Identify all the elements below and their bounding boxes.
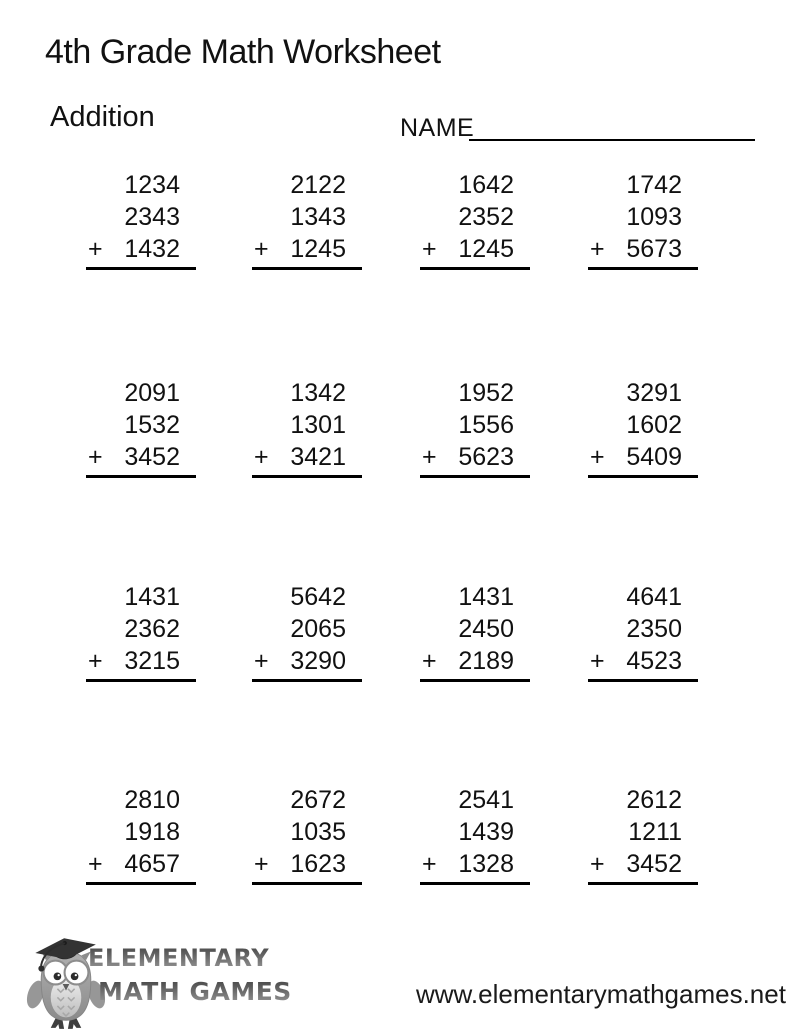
addend-1: 1952 — [458, 379, 514, 407]
answer-line — [252, 679, 362, 682]
answer-line — [420, 267, 530, 270]
addend-3: 1432 — [124, 235, 180, 263]
plus-operator: + — [254, 647, 269, 675]
addend-3-row — [420, 645, 530, 677]
addition-problem — [588, 581, 698, 682]
addend-1: 1342 — [290, 379, 346, 407]
page-title: 4th Grade Math Worksheet — [45, 33, 441, 71]
plus-operator: + — [590, 443, 605, 471]
addend-3-row — [588, 645, 698, 677]
addition-problem — [420, 784, 530, 885]
addend-3-row — [420, 848, 530, 880]
addend-3: 3452 — [626, 850, 682, 878]
worksheet-topic: Addition — [50, 101, 155, 133]
addend-3-row — [86, 848, 196, 880]
answer-line — [588, 882, 698, 885]
answer-line — [588, 267, 698, 270]
addition-problem — [252, 581, 362, 682]
answer-line — [86, 475, 196, 478]
addend-3-row — [86, 441, 196, 473]
addend-1: 1431 — [124, 583, 180, 611]
answer-line — [588, 475, 698, 478]
addition-problem — [588, 169, 698, 270]
addend-2: 1093 — [626, 203, 682, 231]
addend-3: 5409 — [626, 443, 682, 471]
addition-problem — [86, 784, 196, 885]
addend-3-row — [588, 848, 698, 880]
plus-operator: + — [88, 647, 103, 675]
answer-line — [252, 267, 362, 270]
addend-2: 2350 — [626, 615, 682, 643]
website-url: www.elementarymathgames.net — [416, 979, 786, 1009]
answer-line — [86, 267, 196, 270]
answer-line — [252, 475, 362, 478]
plus-operator: + — [590, 647, 605, 675]
addend-1: 2612 — [626, 786, 682, 814]
addend-3: 1245 — [290, 235, 346, 263]
name-blank-line — [469, 139, 755, 141]
answer-line — [420, 475, 530, 478]
addition-problem — [588, 784, 698, 885]
logo-wordmark — [88, 941, 292, 1009]
addend-3-row — [420, 233, 530, 265]
addend-1: 1642 — [458, 171, 514, 199]
addend-3: 5673 — [626, 235, 682, 263]
plus-operator: + — [88, 443, 103, 471]
addend-3: 3421 — [290, 443, 346, 471]
answer-line — [588, 679, 698, 682]
plus-operator: + — [422, 647, 437, 675]
addend-1: 3291 — [626, 379, 682, 407]
addend-2: 2352 — [458, 203, 514, 231]
plus-operator: + — [88, 850, 103, 878]
addend-2: 2450 — [458, 615, 514, 643]
addition-problem — [588, 377, 698, 478]
addend-1: 2541 — [458, 786, 514, 814]
addend-3-row — [588, 441, 698, 473]
addend-3: 1245 — [458, 235, 514, 263]
addend-1: 1742 — [626, 171, 682, 199]
addend-3: 4657 — [124, 850, 180, 878]
addition-problem — [420, 581, 530, 682]
addend-2: 1532 — [124, 411, 180, 439]
addend-3: 3215 — [124, 647, 180, 675]
addition-problem — [86, 581, 196, 682]
addend-3-row — [420, 441, 530, 473]
addend-3-row — [588, 233, 698, 265]
addend-2: 1439 — [458, 818, 514, 846]
plus-operator: + — [254, 850, 269, 878]
addend-3: 3290 — [290, 647, 346, 675]
addend-3-row — [86, 233, 196, 265]
addition-problem — [86, 377, 196, 478]
addend-3-row — [252, 645, 362, 677]
logo-text-line1: ELEMENTARY — [88, 941, 292, 975]
plus-operator: + — [422, 850, 437, 878]
plus-operator: + — [88, 235, 103, 263]
addend-2: 1301 — [290, 411, 346, 439]
addend-2: 1602 — [626, 411, 682, 439]
plus-operator: + — [590, 850, 605, 878]
logo-text-line2: MATH GAMES — [98, 975, 292, 1009]
addend-2: 1556 — [458, 411, 514, 439]
addend-1: 1234 — [124, 171, 180, 199]
plus-operator: + — [590, 235, 605, 263]
addend-3-row — [86, 645, 196, 677]
addend-3-row — [252, 441, 362, 473]
addend-3: 1328 — [458, 850, 514, 878]
addend-1: 1431 — [458, 583, 514, 611]
addend-3-row — [252, 233, 362, 265]
addend-1: 5642 — [290, 583, 346, 611]
addend-3: 5623 — [458, 443, 514, 471]
addition-problem — [252, 169, 362, 270]
addition-problem — [420, 169, 530, 270]
addition-problem — [252, 377, 362, 478]
name-label: NAME — [400, 114, 475, 142]
addition-problem — [252, 784, 362, 885]
answer-line — [252, 882, 362, 885]
addend-3: 1623 — [290, 850, 346, 878]
addend-2: 1035 — [290, 818, 346, 846]
answer-line — [420, 679, 530, 682]
addend-2: 2065 — [290, 615, 346, 643]
plus-operator: + — [422, 235, 437, 263]
addend-3-row — [252, 848, 362, 880]
addend-2: 2343 — [124, 203, 180, 231]
plus-operator: + — [422, 443, 437, 471]
addend-1: 2091 — [124, 379, 180, 407]
addend-1: 2122 — [290, 171, 346, 199]
addend-3: 2189 — [458, 647, 514, 675]
answer-line — [86, 679, 196, 682]
addend-3: 3452 — [124, 443, 180, 471]
plus-operator: + — [254, 235, 269, 263]
addend-2: 1918 — [124, 818, 180, 846]
addend-2: 1211 — [628, 818, 682, 846]
answer-line — [86, 882, 196, 885]
answer-line — [420, 882, 530, 885]
addend-1: 2672 — [290, 786, 346, 814]
addend-1: 4641 — [626, 583, 682, 611]
addend-3: 4523 — [626, 647, 682, 675]
addend-2: 1343 — [290, 203, 346, 231]
addend-2: 2362 — [124, 615, 180, 643]
addition-problem — [86, 169, 196, 270]
addend-1: 2810 — [124, 786, 180, 814]
plus-operator: + — [254, 443, 269, 471]
addition-problem — [420, 377, 530, 478]
